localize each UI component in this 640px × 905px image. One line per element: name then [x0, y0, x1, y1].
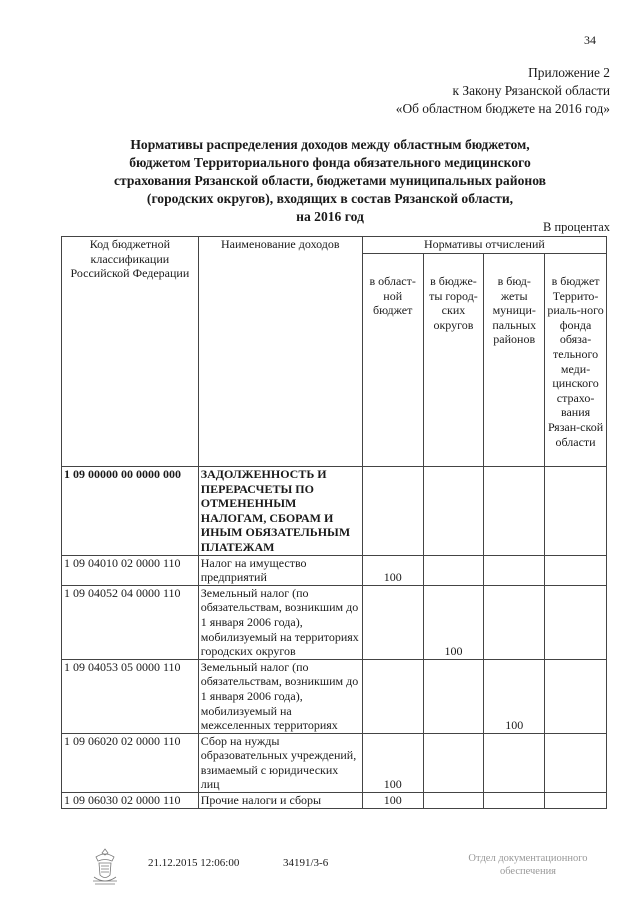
cell-code: 1 09 04053 05 0000 110 [62, 659, 199, 733]
cell-district [484, 733, 545, 792]
cell-district: 100 [484, 659, 545, 733]
units-label: В процентах [543, 220, 610, 234]
cell-code: 1 09 04052 04 0000 110 [62, 585, 199, 659]
cell-fund [545, 793, 607, 809]
page-number: 34 [584, 33, 596, 47]
cell-code: 1 09 00000 00 0000 000 [62, 467, 199, 556]
cell-code: 1 09 06020 02 0000 110 [62, 733, 199, 792]
table-row [62, 585, 607, 659]
cell-fund [545, 555, 607, 585]
title-line: страхования Рязанской области, бюджетами муниципальных районов [114, 173, 546, 188]
cell-fund [545, 733, 607, 792]
cell-city [423, 659, 484, 733]
cell-name: Земельный налог (по обязательствам, возникшим до 1 января 2006 года), мобилизуемый на территориях городских округов [198, 585, 362, 659]
table-row [62, 659, 607, 733]
title-line: Нормативы распределения доходов между областным бюджетом, [130, 137, 530, 152]
header-city: в бюдже-ты город-ских округов [423, 254, 484, 467]
cell-regional [362, 585, 423, 659]
cell-city [423, 467, 484, 556]
normatives-table [61, 236, 607, 809]
table-row [62, 733, 607, 792]
footer-date: 21.12.2015 12:06:00 [148, 857, 240, 869]
appendix-line-2: к Закону Рязанской области [452, 83, 610, 98]
cell-regional: 100 [362, 555, 423, 585]
title-line: (городских округов), входящих в состав Рязанской области, [146, 191, 514, 206]
appendix-line-1: Приложение 2 [528, 65, 610, 80]
cell-name: ЗАДОЛЖЕННОСТЬ И ПЕРЕРАСЧЕТЫ ПО ОТМЕНЕННЫМ НАЛОГАМ, СБОРАМ И ИНЫМ ОБЯЗАТЕЛЬНЫМ ПЛАТЕЖАМ [198, 467, 362, 556]
cell-code: 1 09 06030 02 0000 110 [62, 793, 199, 809]
footer-stamp [448, 852, 608, 878]
stamp-line-2: обеспечения [499, 866, 557, 877]
cell-regional [362, 659, 423, 733]
cell-name: Земельный налог (по обязательствам, возникшим до 1 января 2006 года), мобилизуемый на межселенных территориях [198, 659, 362, 733]
table-row [62, 555, 607, 585]
header-fund: в бюджет Террито-риаль-ного фонда обяза-тельного меди-цинского страхо-вания Рязан-ской области [545, 254, 607, 467]
stamp-line-1: Отдел документационного [468, 853, 588, 864]
cell-city: 100 [423, 585, 484, 659]
cell-district [484, 555, 545, 585]
table-header-row [62, 237, 607, 254]
title-line: бюджетом Территориального фонда обязательного медицинского [129, 155, 531, 170]
header-district: в бюд-жеты муници-пальных районов [484, 254, 545, 467]
cell-regional [362, 467, 423, 556]
cell-district [484, 793, 545, 809]
cell-city [423, 555, 484, 585]
cell-district [484, 585, 545, 659]
header-normatives: Нормативы отчислений [362, 237, 606, 254]
title-line: на 2016 год [296, 209, 364, 224]
cell-code: 1 09 04010 02 0000 110 [62, 555, 199, 585]
cell-city [423, 733, 484, 792]
coat-of-arms-icon [90, 847, 120, 887]
header-regional: в област-ной бюджет [362, 254, 423, 467]
cell-district [484, 467, 545, 556]
cell-name: Сбор на нужды образовательных учреждений, взимаемый с юридических лиц [198, 733, 362, 792]
cell-fund [545, 585, 607, 659]
cell-name: Налог на имущество предприятий [198, 555, 362, 585]
cell-regional: 100 [362, 733, 423, 792]
header-code: Код бюджетной классификации Российской Федерации [62, 237, 199, 467]
cell-regional: 100 [362, 793, 423, 809]
cell-city [423, 793, 484, 809]
cell-fund [545, 659, 607, 733]
cell-fund [545, 467, 607, 556]
appendix-line-3: «Об областном бюджете на 2016 год» [395, 101, 610, 116]
cell-name: Прочие налоги и сборы [198, 793, 362, 809]
document-title [90, 136, 570, 226]
appendix-header [396, 64, 610, 118]
table-row [62, 793, 607, 809]
table-row [62, 467, 607, 556]
header-name: Наименование доходов [198, 237, 362, 467]
footer-document-number: 34191/3-6 [283, 857, 329, 869]
